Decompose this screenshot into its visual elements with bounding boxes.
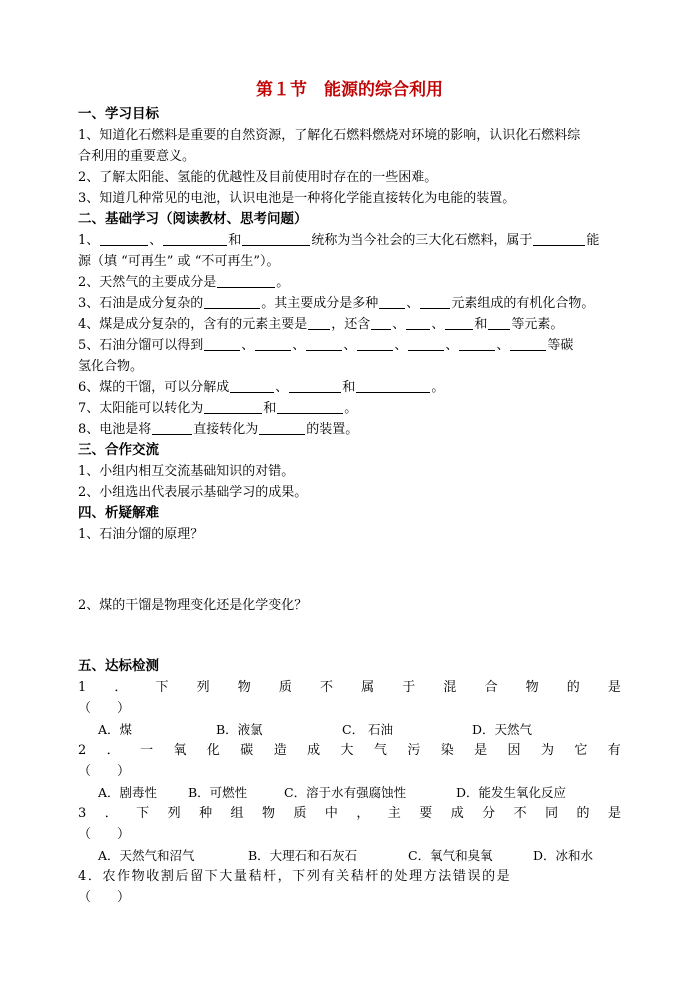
q6-sep: 、	[275, 380, 289, 395]
q6-and: 和	[342, 380, 356, 395]
answer-paren[interactable]: （ ）	[78, 764, 131, 779]
question-char: 于	[402, 680, 416, 695]
answer-paren[interactable]: （ ）	[78, 827, 131, 842]
goal-2: 2、了解太阳能、氢能的优越性及目前使用时存在的一些困难。	[78, 170, 438, 185]
test-q4: 4．农作物收割后留下大量秸杆，下列有关秸杆的处理方法错误的是	[78, 869, 512, 884]
q4-text: 4、煤是成分复杂的，含有的元素主要是	[78, 317, 308, 332]
test-q2-options	[78, 782, 621, 803]
question-char: 它	[574, 743, 588, 758]
fill-blank[interactable]	[488, 315, 510, 330]
question-char: 要	[419, 806, 433, 821]
question-char: 同	[545, 806, 559, 821]
goal-3: 3、知道几种常见的电池，认识电池是一种将化学能直接转化为电能的装置。	[78, 191, 516, 206]
question-char: 合	[484, 680, 498, 695]
fill-blank[interactable]	[204, 399, 262, 414]
question-char: ．	[104, 806, 118, 821]
fill-blank[interactable]	[100, 231, 148, 246]
q1-text: 统称为当今社会的三大化石燃料，属于	[311, 233, 533, 248]
fill-blank[interactable]	[356, 378, 430, 393]
test-q2	[78, 740, 621, 761]
question-char: 碳	[240, 743, 254, 758]
question-char: 一	[140, 743, 154, 758]
question-char: 不	[320, 680, 334, 695]
question-char: 是	[607, 806, 621, 821]
basic-q1b: 源（填 “可再生” 或 “不可再生”）。	[78, 254, 280, 269]
basic-q3	[78, 293, 621, 314]
test-q1	[78, 677, 621, 698]
fill-blank[interactable]	[408, 336, 444, 351]
test-q3-options	[78, 845, 621, 866]
section-heading-basic: 二、基础学习（阅读教材、思考问题）	[78, 211, 308, 227]
question-char: ．	[106, 743, 120, 758]
question-char: 混	[443, 680, 457, 695]
question-char: 是	[607, 680, 621, 695]
question-char: 2	[78, 743, 87, 758]
q1-end: 能	[586, 233, 600, 248]
fill-blank[interactable]	[255, 336, 291, 351]
q7-text: 7、太阳能可以转化为	[78, 401, 204, 416]
fill-blank[interactable]	[445, 315, 473, 330]
fill-blank[interactable]	[371, 315, 391, 330]
basic-q5b: 氢化合物。	[78, 359, 144, 374]
question-char: 列	[196, 680, 210, 695]
q5-sep: 、	[394, 338, 408, 353]
q1-number: 1、	[78, 233, 100, 248]
q1-and: 和	[228, 233, 242, 248]
analysis-q2: 2、煤的干馏是物理变化还是化学变化？	[78, 598, 308, 613]
question-char: 下	[136, 806, 150, 821]
question-char: 为	[540, 743, 554, 758]
question-char: 质	[293, 806, 307, 821]
question-char: 物	[261, 806, 275, 821]
q7-end: 。	[344, 401, 358, 416]
question-char: 气	[373, 743, 387, 758]
question-char: 成	[307, 743, 321, 758]
answer-paren[interactable]: （ ）	[78, 701, 131, 716]
test-q1-options	[78, 719, 621, 740]
basic-q4	[78, 314, 621, 335]
fill-blank[interactable]	[242, 231, 310, 246]
section-heading-goals: 一、学习目标	[78, 106, 159, 122]
q3-end: 元素组成的有机化合物。	[451, 296, 595, 311]
basic-q2	[78, 272, 621, 293]
question-char: 是	[474, 743, 488, 758]
question-char: 大	[340, 743, 354, 758]
question-char: 的	[576, 806, 590, 821]
fill-blank[interactable]	[510, 336, 546, 351]
fill-blank[interactable]	[217, 273, 275, 288]
q5-sep: 、	[292, 338, 306, 353]
fill-blank[interactable]	[230, 378, 274, 393]
q4-end: 等元素。	[511, 317, 564, 332]
answer-paren[interactable]: （ ）	[78, 890, 131, 905]
fill-blank[interactable]	[204, 336, 240, 351]
option-c[interactable]: C． 石油	[342, 722, 394, 737]
goal-1a: 1、知道化石燃料是重要的自然资源，了解化石燃料燃烧对环境的影响，认识化石燃料综	[78, 128, 581, 143]
q5-sep: 、	[496, 338, 510, 353]
question-char: 分	[482, 806, 496, 821]
basic-q1	[78, 230, 621, 251]
fill-blank[interactable]	[459, 336, 495, 351]
q3-text-b: 。其主要成分是多种	[261, 296, 379, 311]
option-b[interactable]: B．大理石和石灰石	[248, 848, 358, 863]
fill-blank[interactable]	[152, 420, 192, 435]
q8-end: 的装置。	[306, 422, 359, 437]
section-heading-analysis: 四、析疑解难	[78, 505, 159, 521]
q4-sep: 、	[431, 317, 445, 332]
fill-blank[interactable]	[308, 315, 330, 330]
q4-and: 和	[474, 317, 488, 332]
q3-text: 3、石油是成分复杂的	[78, 296, 204, 311]
fill-blank[interactable]	[204, 294, 260, 309]
q5-sep: 、	[241, 338, 255, 353]
q6-end: 。	[431, 380, 445, 395]
q5-end: 等碳	[547, 338, 574, 353]
option-c[interactable]: C．溶于水有强腐蚀性	[284, 785, 407, 800]
fill-blank[interactable]	[406, 315, 430, 330]
goal-1b: 合利用的重要意义。	[78, 149, 196, 164]
question-char: 主	[387, 806, 401, 821]
q3-sep: 、	[406, 296, 420, 311]
option-b[interactable]: B．液氯	[216, 722, 263, 737]
q5-sep: 、	[445, 338, 459, 353]
option-d[interactable]: D．天然气	[472, 722, 533, 737]
q6-text: 6、煤的干馏，可以分解成	[78, 380, 230, 395]
question-char: 列	[167, 806, 181, 821]
q4-text-b: ，还含	[331, 317, 371, 332]
q5-sep: 、	[343, 338, 357, 353]
option-a[interactable]: A．天然气和沼气	[98, 848, 195, 863]
question-char: ．	[114, 680, 128, 695]
test-q3	[78, 803, 621, 824]
q8-text: 8、电池是将	[78, 422, 152, 437]
question-char: 化	[206, 743, 220, 758]
cooperation-1: 1、小组内相互交流基础知识的对错。	[78, 464, 295, 479]
question-char: 质	[278, 680, 292, 695]
worksheet-page	[78, 78, 621, 908]
option-b[interactable]: B．可燃性	[188, 785, 248, 800]
basic-q7	[78, 398, 621, 419]
question-char: 不	[513, 806, 527, 821]
option-d[interactable]: D．冰和水	[533, 848, 594, 863]
question-char: 造	[273, 743, 287, 758]
fill-blank[interactable]	[357, 336, 393, 351]
fill-blank[interactable]	[420, 294, 450, 309]
question-char: 污	[407, 743, 421, 758]
question-char: 的	[566, 680, 580, 695]
fill-blank[interactable]	[306, 336, 342, 351]
question-char: 因	[507, 743, 521, 758]
question-char: 种	[199, 806, 213, 821]
question-char: 有	[607, 743, 621, 758]
fill-blank[interactable]	[163, 231, 227, 246]
q2-text: 2、天然气的主要成分是	[78, 275, 217, 290]
answer-space	[78, 545, 621, 595]
basic-q8	[78, 419, 621, 440]
option-a[interactable]: A．煤	[98, 722, 133, 737]
question-char: 物	[237, 680, 251, 695]
fill-blank[interactable]	[259, 420, 305, 435]
option-c[interactable]: C．氧气和臭氧	[408, 848, 493, 863]
analysis-q1: 1、石油分馏的原理？	[78, 527, 204, 542]
q5-text: 5、石油分馏可以得到	[78, 338, 204, 353]
cooperation-2: 2、小组选出代表展示基础学习的成果。	[78, 485, 308, 500]
basic-q6	[78, 377, 621, 398]
page-title: 第１节 能源的综合利用	[256, 80, 443, 100]
section-heading-test: 五、达标检测	[78, 658, 159, 674]
q2-end: 。	[276, 275, 290, 290]
q1-sep: 、	[149, 233, 163, 248]
question-char: 1	[78, 680, 87, 695]
fill-blank[interactable]	[379, 294, 405, 309]
option-d[interactable]: D．能发生氧化反应	[456, 785, 567, 800]
basic-q5	[78, 335, 621, 356]
question-char: 染	[440, 743, 454, 758]
question-char: 属	[361, 680, 375, 695]
fill-blank[interactable]	[277, 399, 343, 414]
question-char: 组	[230, 806, 244, 821]
q4-sep: 、	[392, 317, 406, 332]
question-char: 成	[450, 806, 464, 821]
question-char: ，	[356, 806, 370, 821]
q8-text-b: 直接转化为	[193, 422, 259, 437]
question-char: 下	[155, 680, 169, 695]
question-char: 氧	[173, 743, 187, 758]
question-char: 物	[525, 680, 539, 695]
question-char: 中	[324, 806, 338, 821]
question-char: 3	[78, 806, 87, 821]
section-heading-cooperation: 三、合作交流	[78, 442, 159, 458]
fill-blank[interactable]	[289, 378, 341, 393]
option-a[interactable]: A．剧毒性	[98, 785, 158, 800]
q7-and: 和	[263, 401, 277, 416]
fill-blank[interactable]	[533, 231, 585, 246]
answer-space	[78, 616, 621, 656]
